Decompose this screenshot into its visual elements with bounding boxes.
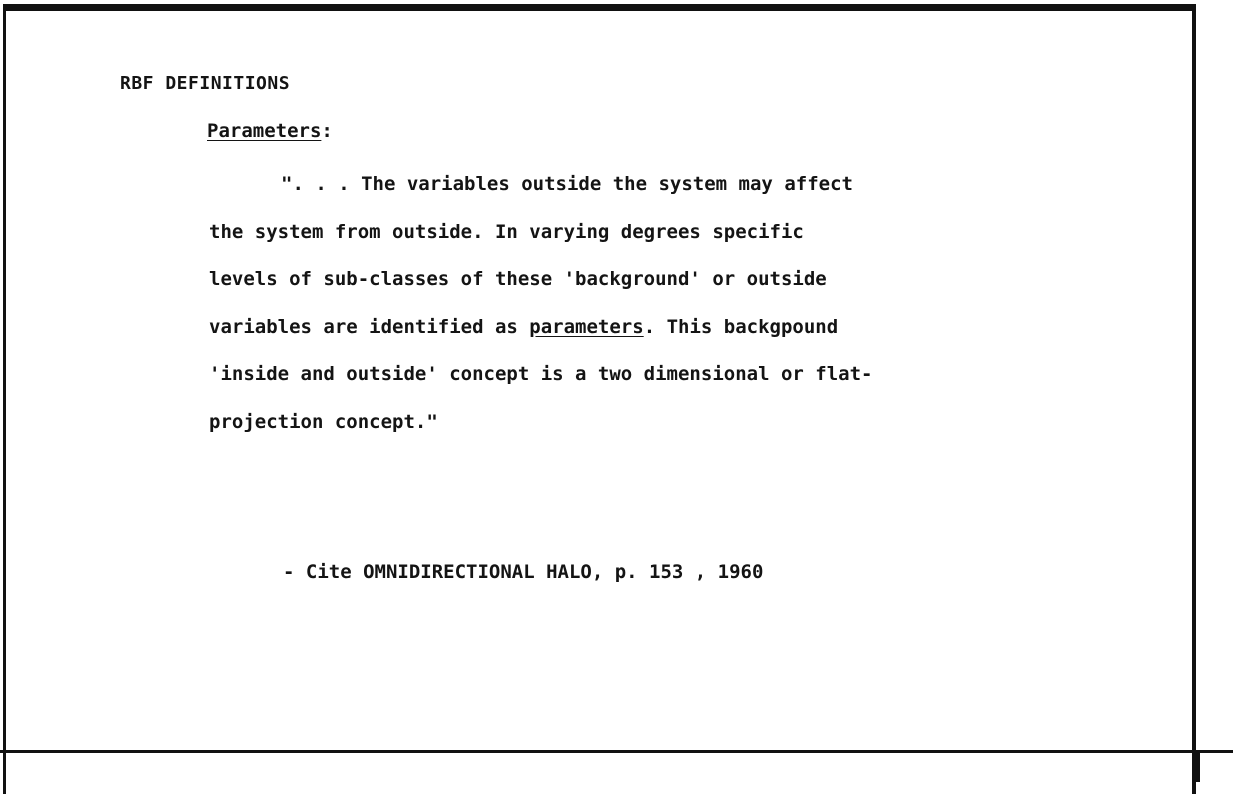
card-bottom-rule	[0, 750, 1233, 753]
citation: - Cite OMNIDIRECTIONAL HALO, p. 153 , 1960	[283, 561, 764, 583]
quote-line-4-end: . This backgpound	[643, 315, 839, 338]
quote-line-2: the system from outside. In varying degrees specific	[209, 220, 804, 243]
quote-line-3: levels of sub-classes of these 'background' or outside	[209, 268, 827, 290]
quote-line-6: projection concept."	[209, 410, 438, 433]
definition-quote	[209, 161, 1039, 446]
quote-line-4-start: variables are identified as	[209, 315, 530, 338]
section-label-text: Parameters	[207, 120, 322, 142]
card-right-edge	[1196, 752, 1200, 782]
page-title: RBF DEFINITIONS	[120, 73, 291, 94]
quote-line-1: ". . . The variables outside the system may affect	[281, 173, 853, 195]
section-label	[207, 120, 333, 142]
section-label-colon: :	[321, 120, 333, 142]
quote-term-parameters: parameters	[529, 315, 644, 338]
quote-line-5: 'inside and outside' concept is a two dimensional or flat-	[209, 363, 873, 385]
quote-line-4	[209, 304, 1039, 352]
